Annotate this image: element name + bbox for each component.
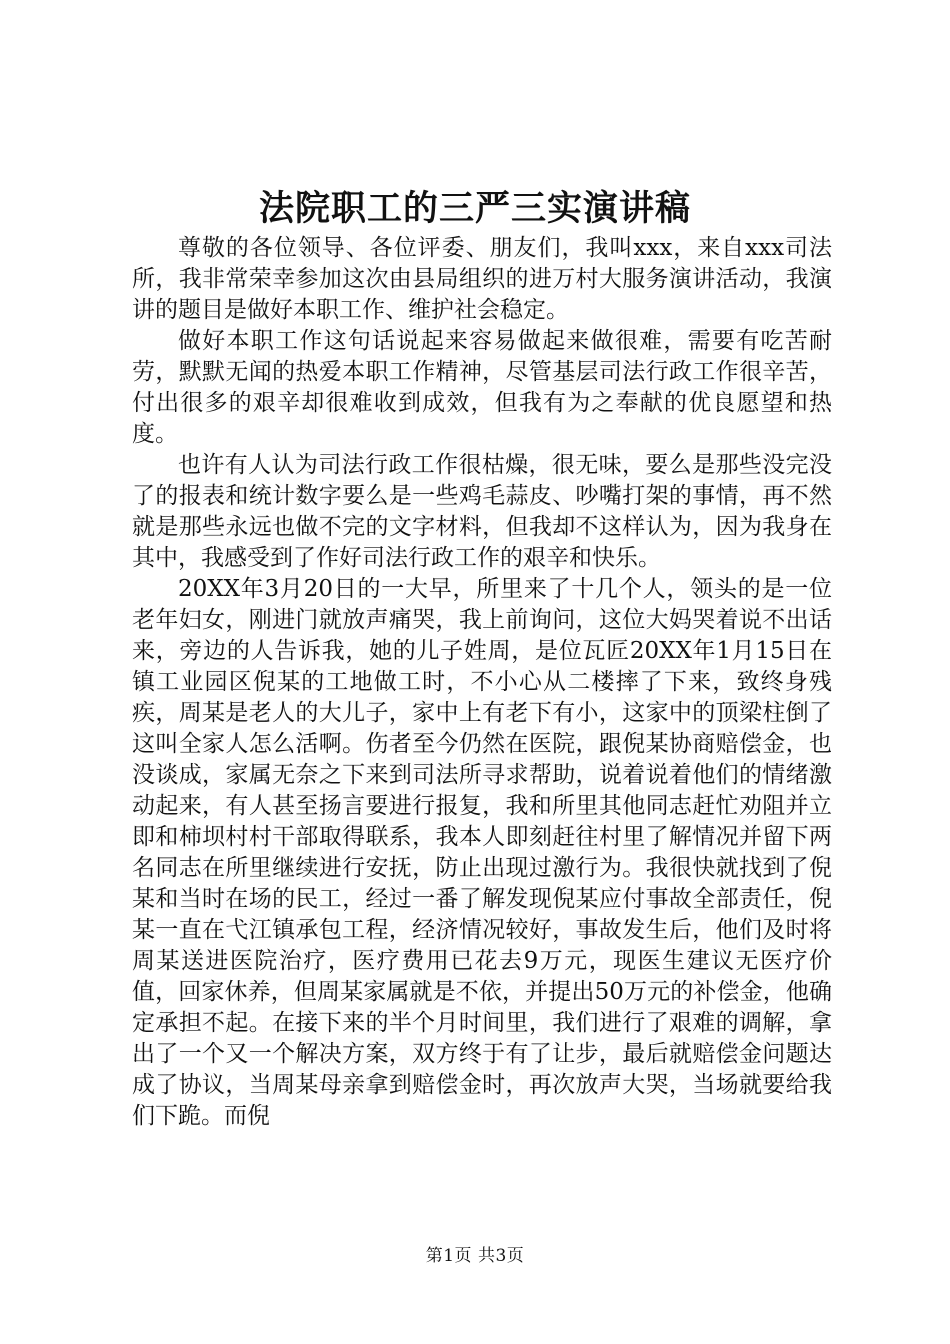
- document-body: [132, 233, 832, 1132]
- page-number-footer: 第1页 共3页: [425, 1246, 525, 1266]
- paragraph-work-spirit: 做好本职工作这句话说起来容易做起来做很难，需要有吃苦耐劳，默默无闻的热爱本职工作精神，尽管基层司法行政工作很辛苦，付出很多的艰辛却很难收到成效，但我有为之奉献的优良愿望和热度。: [132, 328, 832, 447]
- paragraph-greeting: 尊敬的各位领导、各位评委、朋友们，我叫xxx，来自xxx司法所，我非常荣幸参加这次由县局组织的进万村大服务演讲活动，我演讲的题目是做好本职工作、维护社会稳定。: [132, 235, 832, 323]
- paragraph-work-view: 也许有人认为司法行政工作很枯燥，很无味，要么是那些没完没了的报表和统计数字要么是一些鸡毛蒜皮、吵嘴打架的事情，再不然就是那些永远也做不完的文字材料，但我却不这样认为，因为我身在其中，我感受到了作好司法行政工作的艰辛和快乐。: [132, 452, 832, 571]
- paragraph-case-story: 20XX年3月20日的一大早，所里来了十几个人，领头的是一位老年妇女，刚进门就放声痛哭，我上前询问，这位大妈哭着说不出话来，旁边的人告诉我，她的儿子姓周，是位瓦匠20XX年1月15日在镇工业园区倪某的工地做工时，不小心从二楼摔了下来，致终身残疾，周某是老人的大儿子，家中上有老下有小，这家中的顶梁柱倒了这叫全家人怎么活啊。伤者至今仍然在医院，跟倪某协商赔偿金，也没谈成，家属无奈之下来到司法所寻求帮助，说着说着他们的情绪激动起来，有人甚至扬言要进行报复，我和所里其他同志赶忙劝阻并立即和柿坝村村干部取得联系，我本人即刻赶往村里了解情况并留下两名同志在所里继续进行安抚，防止出现过激行为。我很快就找到了倪某和当时在场的民工，经过一番了解发现倪某应付事故全部责任，倪某一直在弋江镇承包工程，经济情况较好，事故发生后，他们及时将周某送进医院治疗，医疗费用已花去9万元，现医生建议无医疗价值，回家休养，但周某家属就是不依，并提出50万元的补偿金，他确定承担不起。在接下来的半个月时间里，我们进行了艰难的调解，拿出了一个又一个解决方案，双方终于有了让步，最后就赔偿金问题达成了协议，当周某母亲拿到赔偿金时，再次放声大哭，当场就要给我们下跪。而倪: [132, 576, 832, 1129]
- document-title: 法院职工的三严三实演讲稿: [258, 188, 691, 229]
